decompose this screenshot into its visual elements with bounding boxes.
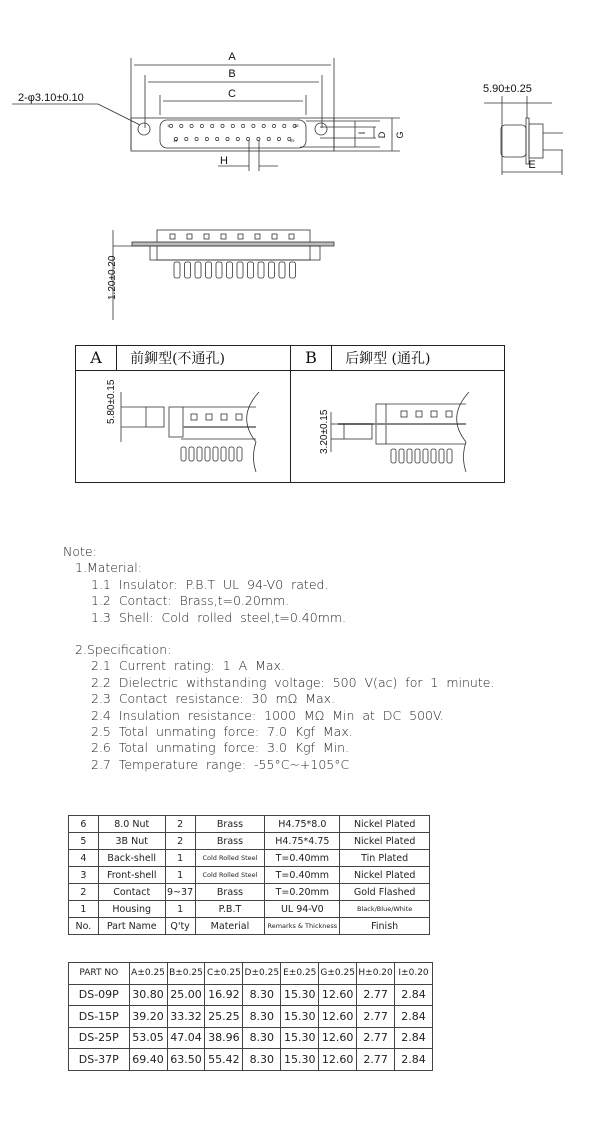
table-cell: 2.77 [357, 1049, 395, 1071]
variant-b-title: 后鉚型 (通孔) [345, 351, 431, 367]
table-cell: Nickel Plated [340, 816, 430, 833]
pin-label: 14 [173, 138, 178, 143]
pin-hole [195, 137, 198, 140]
table-cell: 69.40 [129, 1049, 167, 1071]
table-row [69, 816, 430, 833]
contact-window [238, 234, 243, 239]
solder-tail [229, 447, 234, 461]
table-cell: 55.42 [205, 1049, 243, 1071]
table-cell: 2.84 [395, 1006, 433, 1028]
contact-window [204, 234, 209, 239]
material-note: 1.1 Insulator: P.B.T UL 94-V0 rated. [91, 576, 329, 592]
table-cell: P.B.T [195, 901, 265, 918]
variant-a-dim: 5.80±0.15 [106, 379, 117, 424]
solder-tail [206, 262, 212, 278]
table-cell: 2 [69, 884, 99, 901]
table-cell: 38.96 [205, 1027, 243, 1049]
solder-tail [269, 262, 275, 278]
variant-b-header [290, 346, 505, 371]
table-cell: Nickel Plated [340, 867, 430, 884]
hole-callout: 2-φ3.10±0.10 [18, 92, 84, 104]
table-cell: 25.00 [167, 984, 205, 1006]
table-cell: 12.60 [319, 984, 357, 1006]
table-cell: 5 [69, 833, 99, 850]
material-note: 1.3 Shell: Cold rolled steel,t=0.40mm. [91, 609, 347, 625]
solder-tail [407, 449, 412, 463]
table-cell: E±0.25 [281, 963, 319, 985]
table-cell: 3B Nut [98, 833, 165, 850]
side-view-drawing [0, 210, 604, 330]
spec-note: 2.2 Dielectric withstanding voltage: 500 V(ac) for 1 minute. [91, 674, 495, 690]
table-row [69, 1006, 433, 1028]
table-cell: Part Name [98, 918, 165, 935]
table-cell: 2.77 [357, 984, 395, 1006]
table-cell: 2 [165, 816, 195, 833]
solder-tail [185, 262, 191, 278]
table-row [69, 833, 430, 850]
table-cell: 2.84 [395, 1049, 433, 1071]
pin-hole [205, 137, 208, 140]
table-cell: 15.30 [281, 1027, 319, 1049]
pin-hole [216, 137, 219, 140]
solder-tail [213, 447, 218, 461]
table-row [69, 1049, 433, 1071]
end-view-width-dim: 5.90±0.25 [483, 83, 532, 95]
table-cell: 12.60 [319, 1027, 357, 1049]
pin-hole [169, 124, 172, 127]
pin-hole [226, 137, 229, 140]
table-cell: PART NO [69, 963, 130, 985]
solder-tail [431, 449, 436, 463]
table-cell: Nickel Plated [340, 833, 430, 850]
solder-tail [415, 449, 420, 463]
pin-hole [252, 124, 255, 127]
spec-note: 2.3 Contact resistance: 30 mΩ Max. [91, 691, 336, 707]
solder-tail [189, 447, 194, 461]
spec-note: 2.6 Total unmating force: 3.0 Kgf Min. [91, 740, 350, 756]
pin-hole [277, 137, 280, 140]
table-row [69, 1027, 433, 1049]
variant-a-letter: A [76, 346, 117, 370]
solder-tail [174, 262, 180, 278]
table-cell: 33.32 [167, 1006, 205, 1028]
table-cell: 2.77 [357, 1027, 395, 1049]
table-cell: DS-37P [69, 1049, 130, 1071]
pin-hole [236, 137, 239, 140]
variant-b-letter: B [291, 346, 332, 370]
solder-tail [216, 262, 222, 278]
spec-note: 2.7 Temperature range: -55°C~+105°C [91, 756, 350, 772]
table-cell: Housing [98, 901, 165, 918]
table-cell: C±0.25 [205, 963, 243, 985]
table-cell: 8.30 [243, 984, 281, 1006]
table-cell: 12.60 [319, 1006, 357, 1028]
table-cell: 6 [69, 816, 99, 833]
contact-window [446, 411, 452, 417]
contact-window [221, 234, 226, 239]
table-cell: UL 94-V0 [265, 901, 340, 918]
contact-window [191, 414, 197, 420]
table-cell: Brass [195, 833, 265, 850]
solder-tail [248, 262, 254, 278]
mounting-hole [315, 123, 327, 135]
contact-window [206, 414, 212, 420]
table-row [69, 884, 430, 901]
table-cell: 39.20 [129, 1006, 167, 1028]
table-row [69, 984, 433, 1006]
rivet-type-comparison-box [75, 345, 505, 483]
table-cell: Remarks & Thickness [265, 918, 340, 935]
table-cell: Q'ty [165, 918, 195, 935]
parts-table [68, 815, 430, 935]
solder-tail [227, 262, 233, 278]
table-cell: 15.30 [281, 984, 319, 1006]
pin-hole [272, 124, 275, 127]
notes-section [63, 544, 494, 773]
dim-a-label: A [228, 51, 236, 63]
table-cell: 2.77 [357, 1006, 395, 1028]
dimensions-table [68, 962, 433, 1071]
material-note: 1.2 Contact: Brass,t=0.20mm. [91, 593, 290, 609]
table-cell: Gold Flashed [340, 884, 430, 901]
solder-tail [221, 447, 226, 461]
table-cell: Back-shell [98, 850, 165, 867]
dim-e-label: E [528, 159, 536, 171]
table-cell: I±0.20 [395, 963, 433, 985]
table-cell: 30.80 [129, 984, 167, 1006]
table-cell: T=0.40mm [265, 867, 340, 884]
table-row [69, 901, 430, 918]
table-cell: 4 [69, 850, 99, 867]
pin-hole [262, 124, 265, 127]
pin-hole [267, 137, 270, 140]
solder-tail [423, 449, 428, 463]
table-row [69, 963, 433, 985]
table-cell: D±0.25 [243, 963, 281, 985]
table-cell: 1 [165, 850, 195, 867]
variant-b-dim: 3.20±0.15 [319, 409, 330, 454]
variant-a-header [76, 346, 290, 371]
table-cell: 3 [69, 867, 99, 884]
material-heading: 1.Material: [75, 560, 142, 576]
pin-label: 13 [294, 123, 299, 128]
dim-c-label: C [228, 88, 236, 100]
spec-note: 2.4 Insulation resistance: 1000 MΩ Min at DC 500V. [91, 707, 444, 723]
solder-tail [447, 449, 452, 463]
table-cell: 2.84 [395, 984, 433, 1006]
pin-hole [242, 124, 245, 127]
pin-hole [231, 124, 234, 127]
table-cell: No. [69, 918, 99, 935]
pin-hole [180, 124, 183, 127]
pin-hole [211, 124, 214, 127]
table-row [69, 850, 430, 867]
dim-d-label: D [377, 131, 387, 139]
pin-hole [190, 124, 193, 127]
dim-g-label: G [395, 131, 405, 139]
solder-tail [237, 262, 243, 278]
table-cell: Brass [195, 816, 265, 833]
contact-window [416, 411, 422, 417]
solder-tail [205, 447, 210, 461]
contact-window [187, 234, 192, 239]
table-cell: 1 [69, 901, 99, 918]
table-cell: DS-25P [69, 1027, 130, 1049]
table-cell: Cold Rolled Steel [195, 850, 265, 867]
rivet-detail-drawings [76, 372, 504, 482]
table-cell: Tin Plated [340, 850, 430, 867]
table-cell: T=0.20mm [265, 884, 340, 901]
solder-tail [237, 447, 242, 461]
table-cell: DS-09P [69, 984, 130, 1006]
table-cell: 15.30 [281, 1049, 319, 1071]
dim-h-label: H [220, 155, 228, 167]
table-cell: 16.92 [205, 984, 243, 1006]
table-cell: A±0.25 [129, 963, 167, 985]
contact-window [401, 411, 407, 417]
contact-window [170, 234, 175, 239]
pin-hole [257, 137, 260, 140]
side-height-dim: 1.20±0.20 [107, 255, 118, 300]
contact-window [236, 414, 242, 420]
table-cell: 47.04 [167, 1027, 205, 1049]
solder-tail [279, 262, 285, 278]
top-view-drawing [0, 0, 604, 200]
table-cell: Brass [195, 884, 265, 901]
pin-hole [200, 124, 203, 127]
pin-hole [185, 137, 188, 140]
contact-window [289, 234, 294, 239]
table-cell: H4.75*4.75 [265, 833, 340, 850]
table-cell: 25.25 [205, 1006, 243, 1028]
contact-window [221, 414, 227, 420]
solder-tail [439, 449, 444, 463]
contact-window [272, 234, 277, 239]
table-cell: 8.30 [243, 1027, 281, 1049]
table-cell: DS-15P [69, 1006, 130, 1028]
table-cell: 15.30 [281, 1006, 319, 1028]
table-cell: Front-shell [98, 867, 165, 884]
solder-tail [195, 262, 201, 278]
pin-hole [247, 137, 250, 140]
table-cell: H±0.20 [357, 963, 395, 985]
pin-hole [283, 124, 286, 127]
contact-window [255, 234, 260, 239]
notes-title: Note: [63, 544, 97, 559]
table-cell: H4.75*8.0 [265, 816, 340, 833]
solder-tail [258, 262, 264, 278]
table-cell: Cold Rolled Steel [195, 867, 265, 884]
table-cell: Material [195, 918, 265, 935]
variant-a-title: 前鉚型(不通孔) [130, 351, 226, 367]
pin-label: 25 [290, 138, 295, 143]
table-cell: G±0.25 [319, 963, 357, 985]
spec-heading: 2.Specification: [75, 642, 172, 658]
table-cell: 8.30 [243, 1049, 281, 1071]
dim-b-label: B [228, 68, 236, 80]
table-cell: 2 [165, 833, 195, 850]
table-cell: 12.60 [319, 1049, 357, 1071]
spec-note: 2.5 Total unmating force: 7.0 Kgf Max. [91, 724, 353, 740]
table-row [69, 918, 430, 935]
table-cell: 2.84 [395, 1027, 433, 1049]
table-cell: 8.30 [243, 1006, 281, 1028]
table-cell: 1 [165, 901, 195, 918]
contact-window [431, 411, 437, 417]
table-cell: 63.50 [167, 1049, 205, 1071]
table-cell: 8.0 Nut [98, 816, 165, 833]
table-row [69, 867, 430, 884]
solder-tail [290, 262, 296, 278]
table-cell: T=0.40mm [265, 850, 340, 867]
table-cell: 9~37 [165, 884, 195, 901]
pin-label: 1 [167, 123, 170, 128]
table-cell: Finish [340, 918, 430, 935]
table-cell: Contact [98, 884, 165, 901]
solder-tail [399, 449, 404, 463]
table-cell: 1 [165, 867, 195, 884]
table-cell: B±0.25 [167, 963, 205, 985]
pin-hole [221, 124, 224, 127]
table-cell: Black/Blue/White [340, 901, 430, 918]
dim-i-label: I [357, 131, 367, 135]
solder-tail [181, 447, 186, 461]
table-cell: 53.05 [129, 1027, 167, 1049]
solder-tail [391, 449, 396, 463]
spec-note: 2.1 Current rating: 1 A Max. [91, 658, 285, 674]
solder-tail [197, 447, 202, 461]
